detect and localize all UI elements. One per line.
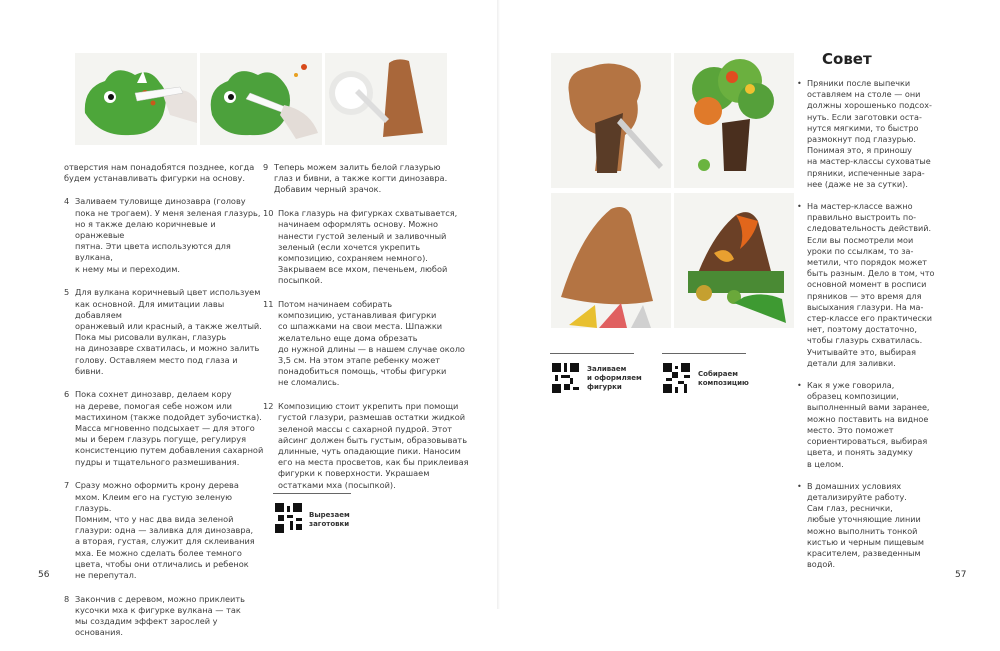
step-text-line: Закончив с деревом, можно приклеить [75, 593, 245, 604]
photo-dino-head-fill [200, 53, 322, 145]
advice-text-line: на мастер-классы суховатые [807, 156, 931, 167]
step-text-line: его на места просветов, как бы приклеивая [278, 457, 469, 468]
advice-text-line: быть разным. Дело в том, что [807, 268, 935, 279]
advice-text-line: размокнут под глазурью. [807, 134, 916, 145]
advice-list [797, 78, 983, 581]
left-column-1 [64, 162, 264, 651]
dino-image [75, 53, 197, 145]
instruction-step [263, 162, 473, 196]
advice-text-line: нее (даже не за сутки). [807, 178, 908, 189]
step-text-line: цвета, чтобы они отличались и ребенок [75, 558, 249, 569]
step-text-line: как основной. Для имитации лавы добавляем [75, 298, 225, 320]
advice-text-line: можно поставить на видное [807, 413, 929, 424]
qr-code-fill-figures[interactable] [552, 363, 579, 393]
instruction-step [64, 196, 264, 274]
advice-text-line: оставляем на столе — они [807, 89, 921, 100]
step-text-line: а вторая, густая, служит для склеивания [75, 536, 255, 547]
tree-moss-image [674, 53, 794, 188]
advice-text-line: должны хорошенько подсох- [807, 100, 932, 111]
advice-text-line: Как я уже говорила, [807, 380, 895, 391]
step-text-line: мха. Ее можно сделать более темного [75, 547, 242, 558]
step-text-line: посыпкой. [278, 275, 323, 286]
step-text-line: Пока мы рисовали вулкан, глазурь [75, 332, 227, 343]
step-text-line: зеленой массы с сахарной пудрой. Этот [278, 423, 453, 434]
step-text-line: к нему мы и переходим. [75, 263, 180, 274]
bullet-dot-icon: • [797, 201, 802, 212]
step-text-line: пятна. Эти цвета используются для вулкана, [75, 241, 231, 263]
step-text-line: кусочки мха к фигурке вулкана — так [75, 604, 241, 615]
instruction-step [64, 480, 264, 581]
advice-item [797, 201, 983, 369]
step-number: 11 [263, 299, 274, 310]
instruction-step [64, 287, 264, 377]
step-text-line: Заливаем туловище динозавра (голову [75, 196, 246, 207]
composition-image [674, 193, 794, 328]
advice-text-line: На мастер-классе важно [807, 201, 913, 212]
step-text-line: остатками мха (посыпкой). [278, 479, 396, 490]
step-text-line: Масса мгновенно подсыхает — для этого [75, 423, 255, 434]
qr-code-cut-blanks[interactable] [275, 503, 302, 533]
step-text-line: композицию, сохраняем немного). [278, 252, 428, 263]
step-text-line: пудры и тщательного размешивания. [75, 456, 240, 467]
step-text-line: мы и берем глазурь погуще, регулируя [75, 434, 247, 445]
step-text-line: не перепутал. [75, 570, 137, 580]
photo-composition [674, 193, 794, 328]
advice-text-line: Если вы посмотрели мои [807, 234, 914, 245]
advice-text-line: уроки по ссылкам, то за- [807, 245, 914, 256]
bullet-dot-icon: • [797, 380, 802, 391]
step-text-line: пока не трогаем). У меня зеленая глазурь, [75, 207, 261, 218]
step-text-line: композицию, устанавливая фигурки [278, 310, 437, 321]
step-text-line: мхом. Клеим его на густую зеленую глазурь. [75, 491, 233, 513]
advice-text-line: кистью и черным пищевым [807, 536, 924, 547]
step-number: 4 [64, 196, 70, 207]
photo-volcano-fill [325, 53, 447, 145]
advice-item [797, 380, 983, 470]
step-text-line: 3,5 см. На этом этапе ребенку может [278, 355, 441, 366]
dino-head-image [200, 53, 322, 145]
advice-text-line: Пряники после выпечки [807, 78, 911, 88]
advice-text-line: любые уточняющие линии [807, 514, 921, 525]
advice-text-line: пряников — это время для [807, 290, 922, 301]
volcano-image [325, 53, 447, 145]
step-text-line: Сразу можно оформить крону дерева [75, 480, 239, 491]
instruction-step [64, 389, 264, 467]
advice-text-line: детали для заливки. [807, 357, 896, 368]
step-text-line: Для вулкана коричневый цвет используем [75, 287, 261, 298]
step-text-line: оранжевый или красный, а также желтый. [75, 320, 262, 331]
instruction-step [263, 208, 473, 286]
step-text-line: до нужной длины — в нашем случае около [278, 343, 465, 354]
step-number: 5 [64, 287, 70, 298]
advice-text-line: детализируйте работу. [807, 491, 907, 502]
step-text-line: длинные, чуть опадающие пики. Наносим [278, 445, 461, 456]
step-text-line: на дереве, помогая себе ножом или [75, 400, 232, 411]
advice-item [797, 481, 983, 571]
tree-bark-image [551, 53, 671, 188]
advice-text-line: Понимая это, я приношу [807, 145, 912, 156]
advice-text-line: сориентироваться, выбирая [807, 436, 928, 447]
advice-title: Совет [822, 50, 872, 68]
page-number-right: 57 [955, 570, 967, 580]
volcano-blank-image [551, 193, 671, 328]
qr-label-cut-blanks: Вырезаем заготовки [309, 511, 350, 528]
left-column-2 [263, 162, 473, 503]
advice-text-line: метили, что порядок может [807, 257, 927, 268]
advice-item [797, 78, 983, 190]
step-text-line: Потом начинаем собирать [278, 299, 393, 310]
advice-text-line: Сам глаз, реснички, [807, 503, 893, 514]
intro-text: отверстия нам понадобятся позднее, когда будем устанавливать фигурки на основу. [64, 162, 255, 184]
step-text-line: мы создадим эффект зарослей у основания. [75, 616, 218, 638]
advice-text-line: пряники, испеченные зара- [807, 167, 925, 178]
photo-dino-body-fill [75, 53, 197, 145]
qr-label-assemble: Собираем композицию [698, 370, 749, 387]
step-text-line: не сломались. [278, 377, 340, 388]
advice-text-line: высыхания глазури. На ма- [807, 301, 924, 312]
advice-text-line: место. Это поможет [807, 424, 894, 435]
advice-text-line: чтобы глазурь схватилась. [807, 335, 923, 346]
qr1-divider [550, 353, 634, 354]
left-page [0, 0, 500, 638]
step-text-line: Пока сохнет динозавр, делаем кору [75, 389, 232, 400]
advice-text-line: стер-классе его практически [807, 313, 933, 324]
step-text-line: желательно еще дома обрезать [278, 332, 418, 343]
instruction-step [263, 299, 473, 389]
step-number: 6 [64, 389, 70, 400]
advice-text-line: водой. [807, 559, 836, 570]
qr-label-fill-figures: Заливаем и оформляем фигурки [587, 365, 642, 391]
step-text-line: густой глазури, размешав остатки жидкой [278, 412, 466, 423]
photo-tree-bark [551, 53, 671, 188]
step-number: 12 [263, 401, 274, 412]
qr-divider [273, 493, 351, 494]
advice-text-line: нуть. Если заготовки оста- [807, 111, 922, 122]
advice-text-line: основной момент в росписи [807, 279, 927, 290]
advice-text-line: В домашних условиях [807, 480, 902, 491]
step-text-line: понадобиться помощь, чтобы фигурки [278, 366, 447, 377]
step-text-line: нанести густой зеленый и заливочный [278, 230, 447, 241]
step-number: 9 [263, 162, 269, 172]
step-text-line: Пока глазурь на фигурках схватывается, [278, 208, 458, 219]
advice-text-line: можно выполнить тонкой [807, 525, 918, 536]
step-text-line: Теперь можем залить белой глазурью [274, 162, 441, 172]
step-text-line: начинаем оформлять основу. Можно [278, 219, 439, 230]
step-text-line: Добавим черный зрачок. [274, 184, 382, 195]
instruction-step [263, 401, 473, 491]
step-text-line: но я также делаю коричневые и оранжевые [75, 218, 216, 241]
instruction-step [64, 594, 264, 639]
step-number: 7 [64, 480, 70, 491]
step-text-line: глазури: одна — заливка для динозавра, [75, 525, 254, 536]
step-number: 8 [64, 593, 70, 604]
advice-text-line: следовательность действий. [807, 223, 932, 234]
qr-code-assemble[interactable] [663, 363, 690, 393]
step-text-line: глаз и бивни, а также когти динозавра. [274, 173, 448, 184]
advice-text-line: нет, поэтому достаточно, [807, 324, 917, 335]
step-text-line: Композицию стоит укрепить при помощи [278, 401, 459, 412]
advice-text-line: нутся мягкими, то быстро [807, 122, 919, 133]
step-text-line: со шпажками на свои места. Шпажки [278, 321, 443, 332]
advice-text-line: образец композиции, [807, 391, 899, 402]
step-text-line: зеленый (если хочется укрепить [278, 241, 421, 252]
advice-text-line: красителем, разведенным [807, 547, 921, 558]
photo-volcano-blank [551, 193, 671, 328]
advice-text-line: выполненный вами заранее, [807, 402, 930, 413]
step-text-line: мастихином (также подойдет зубочистка). [75, 411, 262, 422]
bullet-dot-icon: • [797, 480, 802, 491]
photo-tree-moss [674, 53, 794, 188]
advice-text-line: Учитывайте это, выбирая [807, 346, 916, 357]
step-text-line: Помним, что у нас два вида зеленой [75, 513, 234, 524]
step-text-line: айсинг должен быть густым, образовывать [278, 434, 468, 445]
advice-text-line: правильно выстроить по- [807, 212, 917, 223]
step-text-line: консистенцию путем добавления сахарной [75, 445, 264, 456]
advice-text-line: в целом. [807, 458, 844, 469]
step-text-line: фигурки к поверхности. Украшаем [278, 468, 430, 479]
step-number: 10 [263, 208, 274, 219]
qr2-divider [662, 353, 746, 354]
advice-text-line: цвета, и понять задумку [807, 447, 913, 458]
step-text-line: Закрываем все мхом, печеньем, любой [278, 264, 448, 275]
bullet-dot-icon: • [797, 78, 802, 88]
page-number-left: 56 [38, 570, 50, 580]
step-text-line: на динозавре схватилась, и можно залить [75, 343, 260, 354]
step-text-line: голову. Оставляем место под глаза и бивни. [75, 354, 238, 376]
